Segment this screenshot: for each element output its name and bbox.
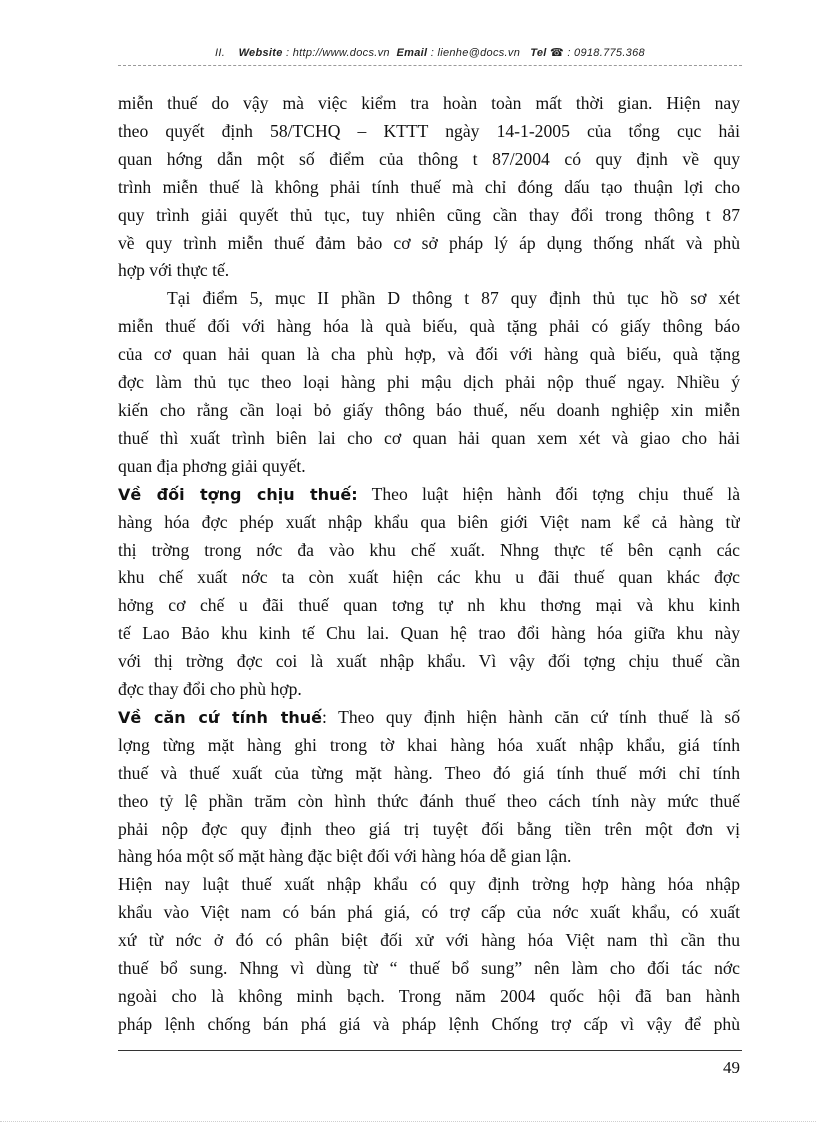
text-line: tế Lao Bảo khu kinh tế Chu lai. Quan hệ trao đổi hàng hóa giữa khu này (118, 623, 740, 644)
text-line: xứ từ nớc ở đó có phân biệt đối xử với hàng hóa Việt nam thì cần thu (118, 930, 740, 951)
page-bottom-edge (0, 1121, 816, 1122)
email-value: : lienhe@docs.vn (430, 47, 521, 59)
tel-label: Tel (530, 47, 547, 59)
text-line: thuế thì xuất trình biên lai cho cơ quan hải quan xem xét và giao cho hải (118, 427, 740, 448)
website-label: Website (238, 47, 283, 59)
text-line: quan hớng dẫn một số điểm của thông t 87/2004 có quy định về quy (118, 148, 740, 169)
tel-value: : 0918.775.368 (567, 47, 645, 59)
header-prefix: II. (215, 47, 226, 59)
text-line: với thị trờng đợc coi là xuất nhập khẩu. Vì vậy đối tợng chịu thuế cần (118, 651, 740, 672)
text-line: phải nộp đợc quy định theo giá trị tuyệt đối bằng tiền trên một đơn vị (118, 818, 740, 839)
text-line: hợp với thực tế. (118, 260, 230, 281)
text-line: hởng cơ chế u đãi thuế quan tơng tự nh khu thơng mại và khu kinh (118, 595, 740, 616)
section-heading-subject: Về đối tợng chịu thuế: (118, 484, 358, 504)
page-number: 49 (723, 1058, 740, 1077)
text-line: kiến cho rằng cần loại bỏ giấy thông báo thuế, nếu doanh nghiệp xin miễn (118, 399, 740, 420)
text-line: theo tỷ lệ phần trăm còn hình thức đánh thuế theo cách tính này mức thuế (118, 790, 740, 811)
header-divider (118, 65, 742, 66)
section-line (118, 481, 740, 509)
page-header (118, 46, 742, 59)
text-line: của cơ quan hải quan là cha phù hợp, và đối với hàng quà biếu, quà tặng (118, 344, 740, 365)
text-line: Tại điểm 5, mục II phần D thông t 87 quy định thủ tục hồ sơ xét (167, 288, 740, 309)
section-text: Theo luật hiện hành đối tợng chịu thuế là (357, 483, 740, 504)
text-line: quy trình giải quyết thủ tục, tuy nhiên cũng cần thay đổi trong thông t 87 (118, 204, 740, 225)
section-line (118, 704, 740, 732)
section-text: : Theo quy định hiện hành căn cứ tính thuế là số (321, 706, 740, 727)
text-line: Hiện nay luật thuế xuất nhập khẩu có quy định trờng hợp hàng hóa nhập (118, 874, 740, 895)
text-line: trình miễn thuế là không phải tính thuế mà chỉ đóng dấu tạo thuận lợi cho (118, 176, 740, 197)
section-heading-basis: Về căn cứ tính thuế (118, 707, 322, 727)
text-line: khu chế xuất nớc ta còn xuất hiện các khu u đãi thuế quan khác đợc (118, 567, 740, 588)
text-line: thuế bổ sung. Nhng vì dùng từ “ thuế bổ sung” nên làm cho đối tác nớc (118, 958, 740, 979)
text-line: thuế và thuế xuất của từng mặt hàng. Theo đó giá tính thuế mới chỉ tính (118, 762, 740, 783)
text-line: thị trờng trong nớc đa vào khu chế xuất. Nhng thực tế bên cạnh các (118, 539, 740, 560)
email-label: Email (396, 47, 428, 59)
website-value: : http://www.docs.vn (286, 47, 390, 59)
text-line: miễn thuế do vậy mà việc kiểm tra hoàn toàn mất thời gian. Hiện nay (118, 93, 740, 113)
text-line: khẩu vào Việt nam có bán phá giá, có trợ cấp của nớc xuất khẩu, có xuất (118, 902, 740, 923)
document-body (118, 90, 740, 1039)
text-line: lợng từng mặt hàng ghi trong tờ khai hàng hóa xuất nhập khẩu, giá tính (118, 734, 740, 755)
text-line: theo quyết định 58/TCHQ – KTTT ngày 14-1-2005 của tổng cục hải (118, 120, 740, 141)
footer-divider (118, 1050, 742, 1051)
text-line: đợc làm thủ tục theo loại hàng phi mậu dịch phải nộp thuế ngay. Nhiều ý (118, 372, 740, 393)
text-line: quan địa phơng giải quyết. (118, 455, 306, 476)
text-line: hàng hóa một số mặt hàng đặc biệt đối với hàng hóa dễ gian lận. (118, 846, 572, 867)
phone-icon: ☎ (549, 47, 564, 59)
text-line: miễn thuế đối với hàng hóa là quà biếu, quà tặng phải có giấy thông báo (118, 316, 740, 337)
text-line: ngoài cho là không minh bạch. Trong năm 2004 quốc hội đã ban hành (118, 986, 740, 1006)
text-line: hàng hóa đợc phép xuất nhập khẩu qua biên giới Việt nam kể cả hàng từ (118, 511, 740, 532)
text-line: đợc thay đổi cho phù hợp. (118, 679, 302, 700)
text-line: pháp lệnh chống bán phá giá và pháp lệnh Chống trợ cấp vì vậy để phù (118, 1013, 740, 1034)
text-line: về quy trình miễn thuế đảm bảo cơ sở pháp lý áp dụng thống nhất và phù (118, 232, 740, 253)
